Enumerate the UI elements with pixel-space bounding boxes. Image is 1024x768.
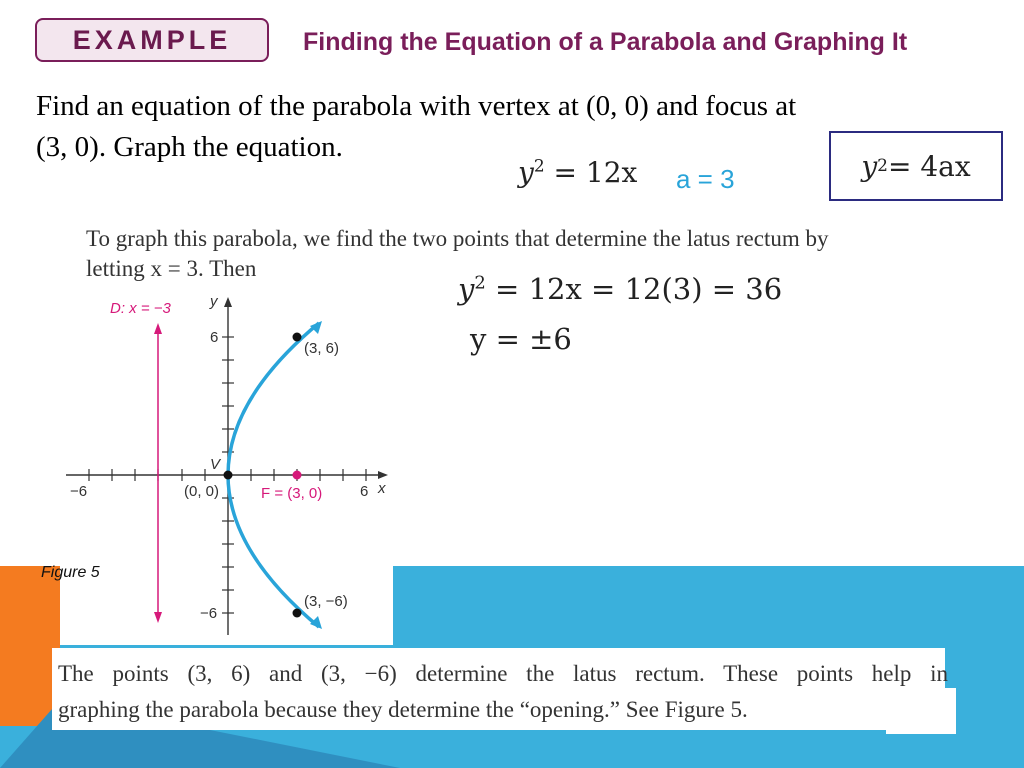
conclusion-line-1: The points (3, 6) and (3, −6) determine the latus rectum. These points help in xyxy=(58,661,948,686)
standard-form-box xyxy=(829,131,1003,201)
point-bottom-label: (3, −6) xyxy=(304,593,348,610)
calc-lhs: y xyxy=(458,272,475,306)
point-top-label: (3, 6) xyxy=(304,340,340,357)
directrix-arrow-down-icon xyxy=(154,612,162,623)
conclusion-text xyxy=(58,656,948,728)
y-tick-6: 6 xyxy=(210,329,219,346)
problem-statement xyxy=(36,86,956,168)
background-orange-band xyxy=(0,566,60,726)
derived-equation xyxy=(518,156,637,189)
problem-line-1: Find an equation of the parabola with vertex at (0, 0) and focus at xyxy=(36,90,797,122)
eq-lhs: y xyxy=(518,156,534,189)
figure-caption: Figure 5 xyxy=(41,564,100,581)
formula-rhs: = 4ax xyxy=(887,149,971,183)
explanation-line-2: letting x = 3. Then xyxy=(86,256,257,281)
x-tick-neg6: −6 xyxy=(70,483,88,500)
eq-exp: 2 xyxy=(533,156,545,177)
parabola-arrow-bottom-icon xyxy=(310,616,322,629)
y-axis-label: y xyxy=(210,293,218,310)
y-axis-arrow-icon xyxy=(224,297,232,307)
eq-rhs: = 12x xyxy=(544,156,638,189)
calc-rhs: = 12x = 12(3) = 36 xyxy=(485,272,783,306)
directrix-arrow-up-icon xyxy=(154,323,162,334)
formula-lhs: y xyxy=(861,149,878,183)
parabola-arrow-top-icon xyxy=(310,321,322,334)
a-value-note: a = 3 xyxy=(676,164,735,194)
conclusion-line-2: graphing the parabola because they determine the “opening.” See Figure 5. xyxy=(58,697,748,722)
formula-exp: 2 xyxy=(877,156,888,176)
x-axis-label: x xyxy=(378,480,386,497)
directrix-label: D: x = −3 xyxy=(110,300,171,317)
problem-line-2: (3, 0). Graph the equation. xyxy=(36,131,343,163)
focus-point xyxy=(293,471,302,480)
calc-exp: 2 xyxy=(474,272,486,294)
point-3-neg6 xyxy=(293,609,302,618)
example-title: Finding the Equation of a Parabola and Graphing It xyxy=(303,28,908,56)
x-tick-6: 6 xyxy=(360,483,369,500)
calc-line-2: y = ±6 xyxy=(470,322,572,356)
example-badge-label: EXAMPLE xyxy=(72,24,232,55)
parabola-graph xyxy=(60,285,393,645)
figure-5-graph xyxy=(60,285,393,645)
explanation-line-1: To graph this parabola, we find the two points that determine the latus rectum by xyxy=(86,226,829,251)
vertex-label: V xyxy=(210,456,221,473)
origin-label: (0, 0) xyxy=(184,483,220,500)
point-3-6 xyxy=(293,333,302,342)
calc-line-1 xyxy=(458,272,782,306)
focus-label: F = (3, 0) xyxy=(261,485,323,502)
vertex-point xyxy=(224,471,233,480)
example-badge xyxy=(35,18,269,62)
y-tick-neg6: −6 xyxy=(200,605,218,622)
x-axis-arrow-icon xyxy=(378,471,388,479)
